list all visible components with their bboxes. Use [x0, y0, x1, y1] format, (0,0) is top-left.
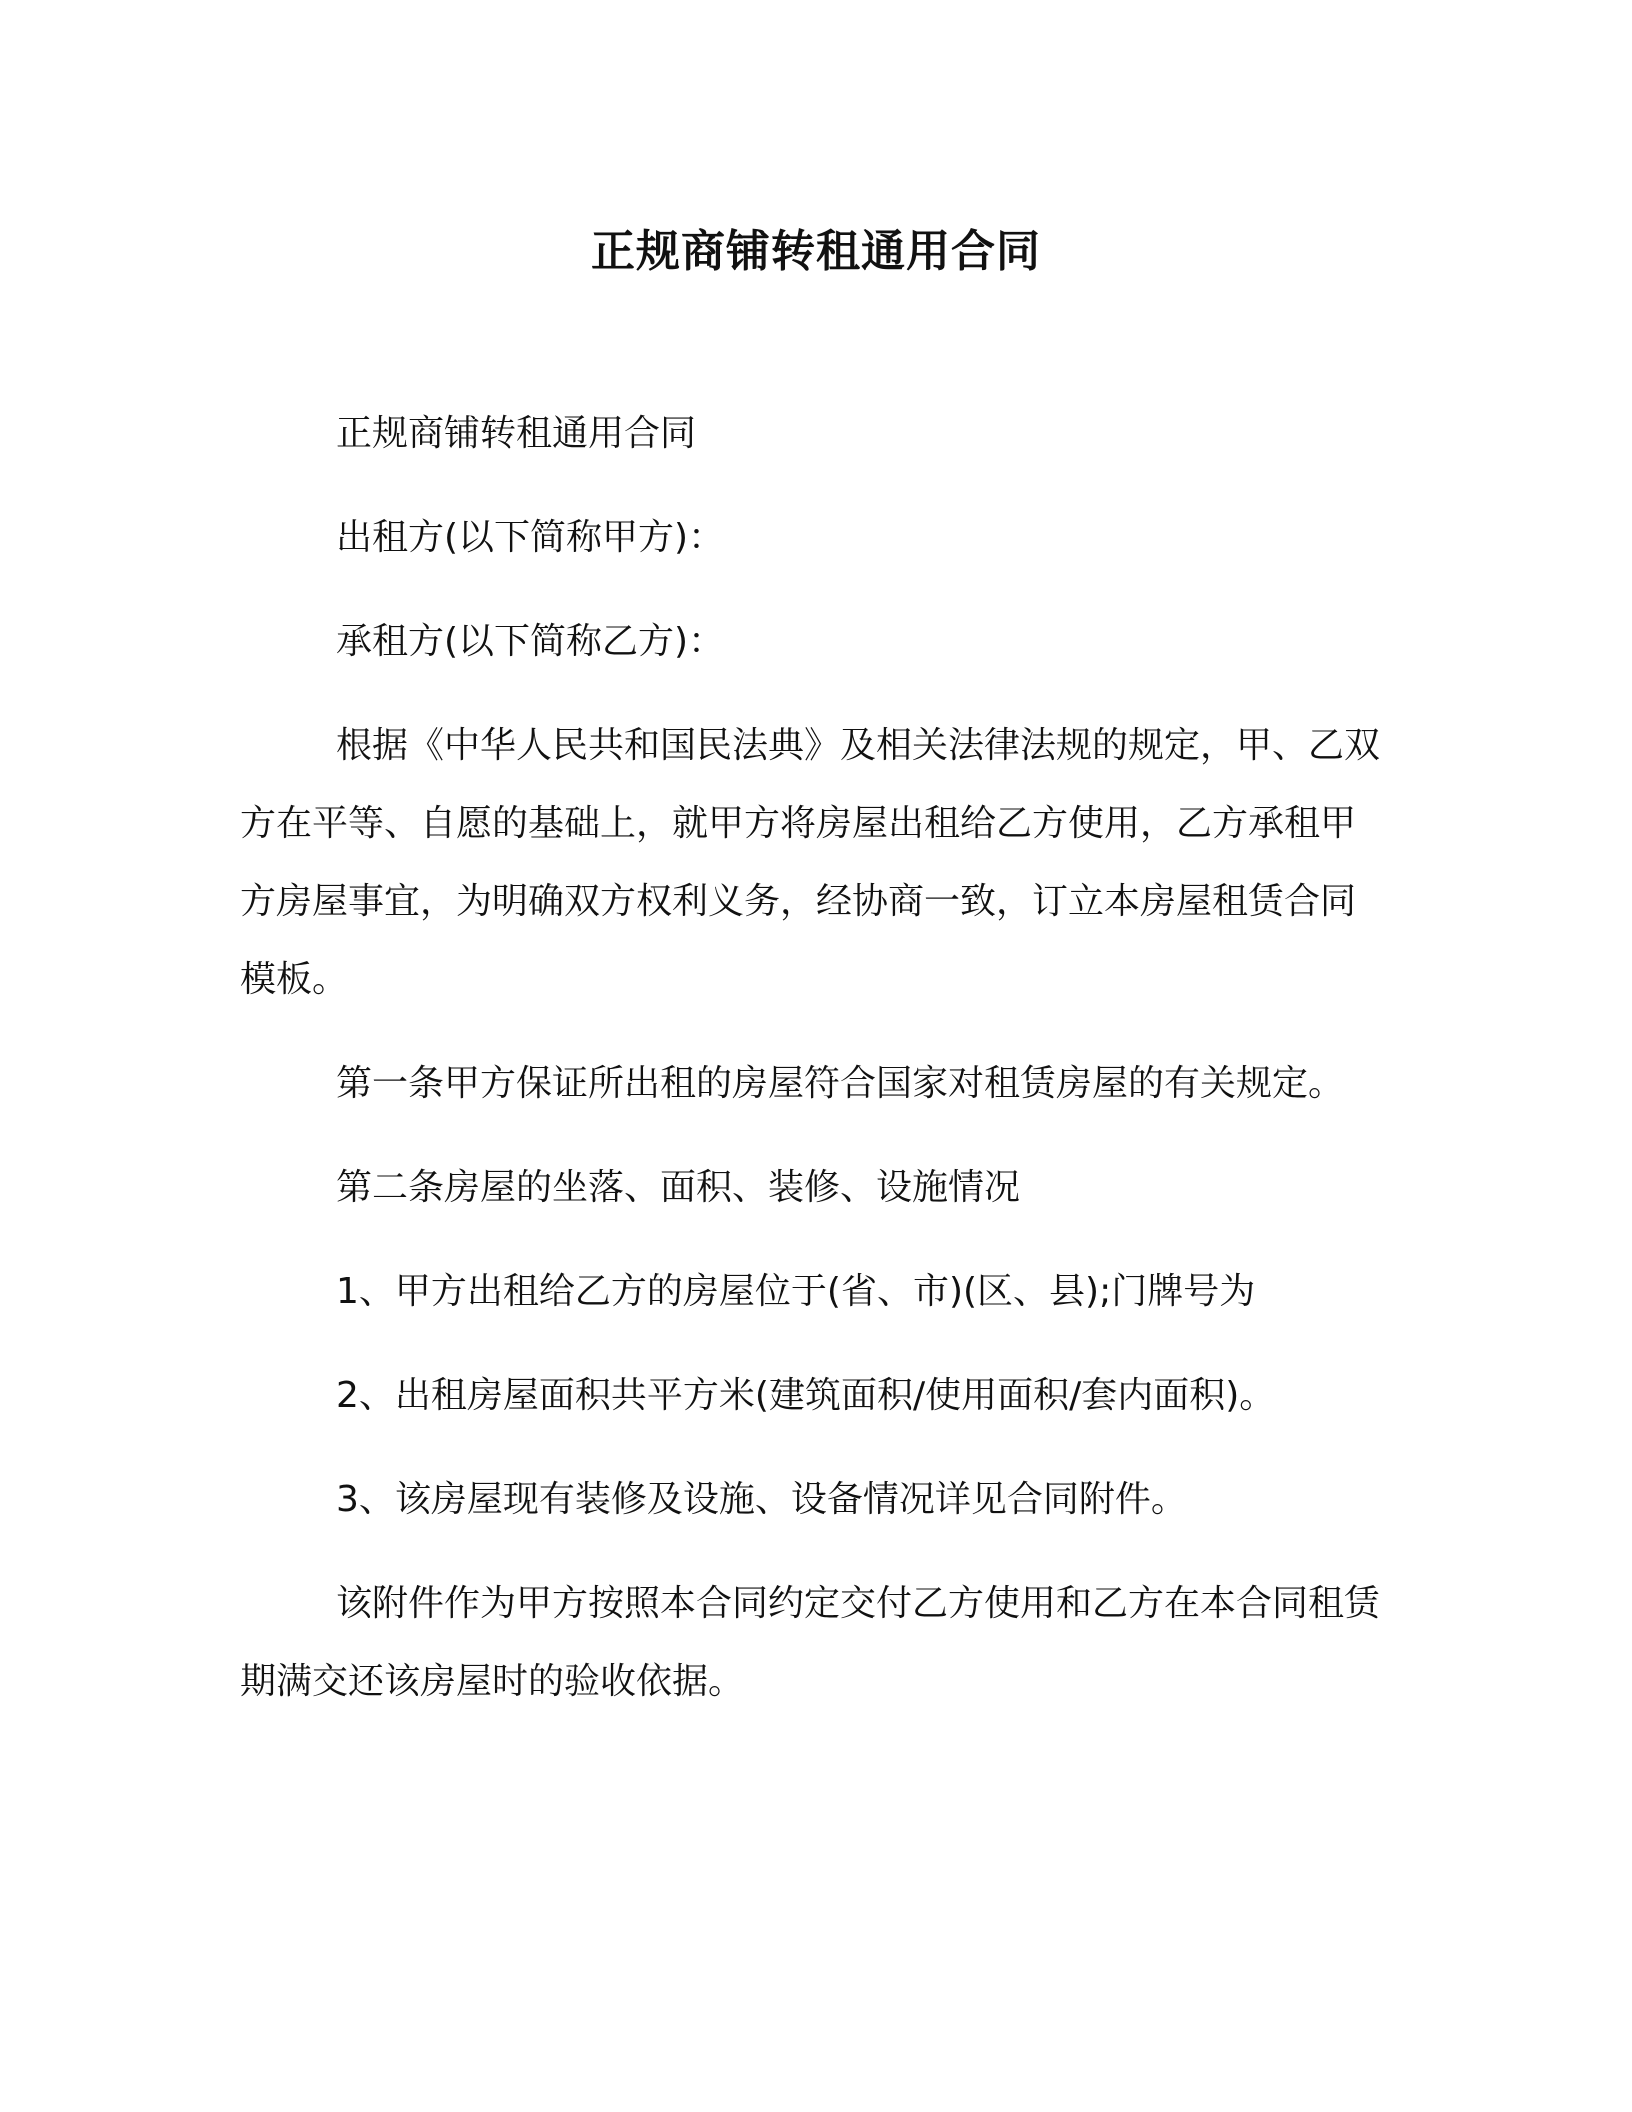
paragraph-subtitle: 正规商铺转租通用合同: [336, 413, 697, 454]
paragraph-article-1: 第一条甲方保证所出租的房屋符合国家对租赁房屋的有关规定。: [336, 1063, 1345, 1104]
paragraph-item-3: 3、该房屋现有装修及设施、设备情况详见合同附件。: [336, 1479, 1187, 1520]
paragraph-lessor: 出租方(以下简称甲方)：: [336, 517, 725, 558]
paragraph-item-2: 2、出租房屋面积共平方米(建筑面积/使用面积/套内面积)。: [336, 1375, 1276, 1416]
paragraph-item-1: 1、甲方出租给乙方的房屋位于(省、市)(区、县);门牌号为: [336, 1271, 1256, 1312]
paragraph-preamble: 根据《中华人民共和国民法典》及相关法律法规的规定，甲、乙双方在平等、自愿的基础上，就甲方将房屋出租给乙方使用，乙方承租甲方房屋事宜，为明确双方权利义务，经协商一致，订立本房屋租赁合同模板。: [240, 725, 1381, 1000]
paragraph-appendix: 该附件作为甲方按照本合同约定交付乙方使用和乙方在本合同租赁期满交还该房屋时的验收依据。: [240, 1583, 1381, 1702]
paragraph-lessee: 承租方(以下简称乙方)：: [336, 621, 725, 662]
paragraph-article-2: 第二条房屋的坐落、面积、装修、设施情况: [336, 1167, 1021, 1208]
document-body: [240, 395, 1380, 1747]
document-title: 正规商铺转租通用合同: [591, 226, 1041, 277]
